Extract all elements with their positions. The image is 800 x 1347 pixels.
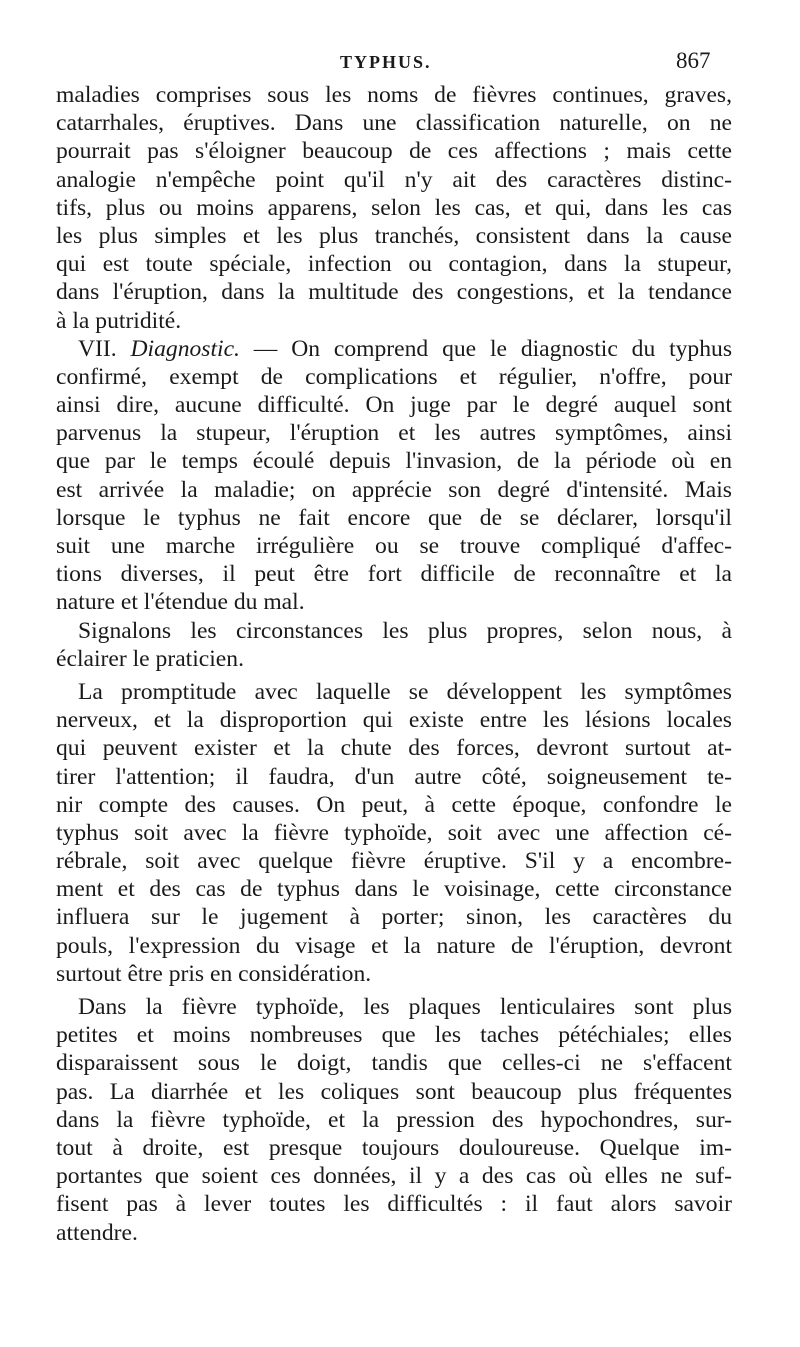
text-line: à la putridité. [56, 307, 182, 334]
text-line: parvenus la stupeur, l'éruption et les autres symptômes, ainsi [56, 420, 732, 447]
text-line: nir compte des causes. On peut, à cette époque, confondre le [56, 791, 732, 818]
paragraph [56, 617, 732, 673]
page-header [0, 48, 800, 78]
text-line: rébrale, soit avec quelque fièvre éruptive. S'il y a encombre- [56, 848, 732, 875]
text-line: dans l'éruption, dans la multitude des congestions, et la tendance [56, 279, 732, 306]
body-text [56, 81, 732, 1247]
paragraph-diagnostic [56, 335, 732, 617]
text-line: qui peuvent exister et la chute des forces, devront surtout at- [56, 735, 732, 762]
text-line: nature et l'étendue du mal. [56, 589, 305, 616]
text-line: Signalons les circonstances les plus propres, selon nous, à [78, 617, 732, 644]
text-line: maladies comprises sous les noms de fièvres continues, graves, [56, 82, 732, 108]
text-line: disparaissent sous le doigt, tandis que celles-ci ne s'effacent [56, 1050, 732, 1077]
text-line: Dans la fièvre typhoïde, les plaques lenticulaires sont plus [78, 994, 732, 1020]
text-line: tirer l'attention; il faudra, d'un autre côté, soigneusement te- [56, 763, 732, 790]
text-line: portantes que soient ces données, il y a des cas où elles ne suf- [56, 1163, 732, 1190]
text-line: est arrivée la maladie; on apprécie son degré d'intensité. Mais [56, 476, 732, 503]
text-line: influera sur le jugement à porter; sinon, les caractères du [56, 904, 732, 931]
text-line: nerveux, et la disproportion qui existe entre les lésions locales [56, 707, 732, 734]
text-line: tions diverses, il peut être fort difficile de reconnaître et la [56, 561, 732, 588]
text-line: typhus soit avec la fièvre typhoïde, soit avec une affection cé- [56, 819, 732, 846]
text-line: pas. La diarrhée et les coliques sont beaucoup plus fréquentes [56, 1078, 732, 1105]
paragraph [56, 678, 732, 988]
text-line: confirmé, exempt de complications et régulier, n'offre, pour [56, 363, 732, 390]
text-line: catarrhales, éruptives. Dans une classification naturelle, on ne [56, 110, 732, 137]
text-line: La promptitude avec laquelle se développent les symptômes [78, 678, 732, 705]
text-line: analogie n'empêche point qu'il n'y ait des caractères distinc- [56, 166, 732, 193]
text-line: dans la fièvre typhoïde, et la pression des hypochondres, sur- [56, 1106, 732, 1133]
paragraph-continuation [56, 81, 732, 335]
text-line: pouls, l'expression du visage et la nature de l'éruption, devront [56, 932, 732, 959]
text-line: surtout être pris en considération. [56, 960, 372, 987]
text-line: qui est toute spéciale, infection ou contagion, dans la stupeur, [56, 251, 732, 278]
text-line: tout à droite, est presque toujours douloureuse. Quelque im- [56, 1134, 732, 1161]
text-line: fisent pas à lever toutes les difficultés : il faut alors savoir [56, 1191, 732, 1218]
text-line: attendre. [56, 1219, 138, 1246]
paragraph [56, 993, 732, 1247]
section-title: Diagnostic. [130, 335, 240, 362]
text-line: les plus simples et les plus tranchés, consistent dans la cause [56, 222, 732, 249]
text-line: ainsi dire, aucune difficulté. On juge par le degré auquel sont [56, 392, 732, 419]
section-number: VII. [78, 335, 117, 362]
text-line: pourrait pas s'éloigner beaucoup de ces affections ; mais cette [56, 138, 732, 165]
text-line: suit une marche irrégulière ou se trouve compliqué d'affec- [56, 533, 732, 559]
section-first-line-text: — On comprend que le diagnostic du typhus [239, 335, 732, 362]
text-line: ment et des cas de typhus dans le voisinage, cette circonstance [56, 876, 732, 903]
text-line: que par le temps écoulé depuis l'invasion, de la période où en [56, 448, 732, 475]
text-line: éclairer le praticien. [56, 645, 244, 672]
text-line: tifs, plus ou moins apparens, selon les cas, et qui, dans les cas [56, 194, 732, 221]
text-line: lorsque le typhus ne fait encore que de se déclarer, lorsqu'il [56, 504, 732, 531]
running-head: TYPHUS. [340, 52, 432, 72]
page-number: 867 [676, 48, 711, 73]
text-line: petites et moins nombreuses que les taches pétéchiales; elles [56, 1022, 732, 1049]
section-heading-line [56, 335, 732, 363]
